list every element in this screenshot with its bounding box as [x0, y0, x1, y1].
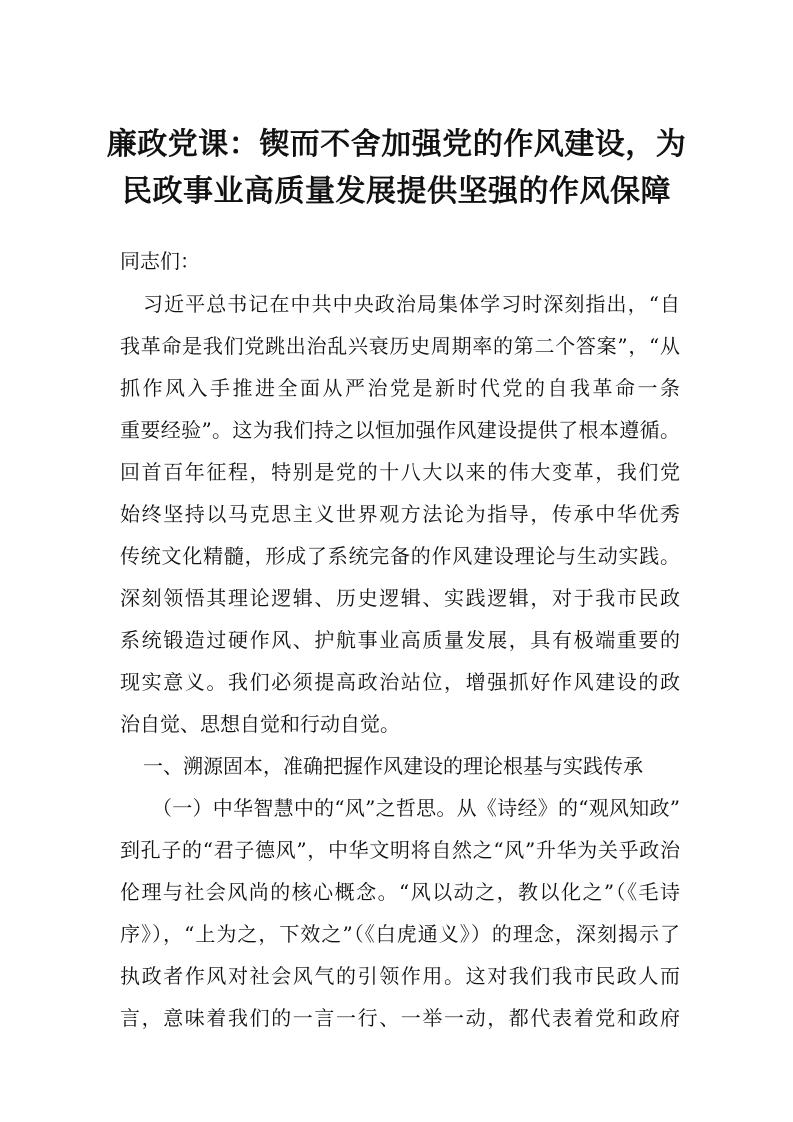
paragraph-1-line: 习近平总书记在中共中央政治局集体学习时深刻指出，“自 — [143, 292, 680, 316]
paragraph-1-line: 抓作风入手推进全面从严治党是新时代党的自我革命一条 — [120, 376, 680, 400]
paragraph-1-line: 我革命是我们党跳出治乱兴衰历史周期率的第二个答案”，“从 — [120, 334, 680, 358]
paragraph-2-line: 执政者作风对社会风气的引领作用。这对我们我市民政人而 — [120, 964, 680, 988]
paragraph-1-line: 系统锻造过硬作风、护航事业高质量发展，具有极端重要的 — [120, 628, 680, 652]
paragraph-2-line: 序》），“上为之，下效之”（《白虎通义》）的理念，深刻揭示了 — [120, 922, 680, 946]
section-1-heading: 一、溯源固本，准确把握作风建设的理论根基与实践传承 — [143, 754, 643, 778]
document-title-line-1: 廉政党课：锲而不舍加强党的作风建设，为 — [106, 127, 687, 162]
paragraph-1-line: 现实意义。我们必须提高政治站位，增强抓好作风建设的政 — [120, 670, 680, 694]
paragraph-1-line: 重要经验”。这为我们持之以恒加强作风建设提供了根本遵循。 — [120, 418, 680, 442]
salutation: 同志们： — [120, 249, 200, 273]
paragraph-2-line: 到孔子的“君子德风”，中华文明将自然之“风”升华为关乎政治 — [120, 838, 680, 862]
paragraph-2-line: 伦理与社会风尚的核心概念。“风以动之，教以化之”（《毛诗 — [120, 880, 680, 904]
document-title-line-2: 民政事业高质量发展提供坚强的作风保障 — [122, 174, 671, 209]
paragraph-1-line: 深刻领悟其理论逻辑、历史逻辑、实践逻辑，对于我市民政 — [120, 586, 680, 610]
paragraph-1-line: 治自觉、思想自觉和行动自觉。 — [120, 712, 400, 736]
paragraph-1-line: 传统文化精髓，形成了系统完备的作风建设理论与生动实践。 — [120, 544, 680, 568]
paragraph-1-line: 回首百年征程，特别是党的十八大以来的伟大变革，我们党 — [120, 460, 680, 484]
paragraph-2-line: 言，意味着我们的一言一行、一举一动，都代表着党和政府 — [120, 1006, 680, 1030]
paragraph-2-line: （一）中华智慧中的“风”之哲思。从《诗经》的“观风知政” — [152, 796, 680, 820]
paragraph-1-line: 始终坚持以马克思主义世界观方法论为指导，传承中华优秀 — [120, 502, 680, 526]
